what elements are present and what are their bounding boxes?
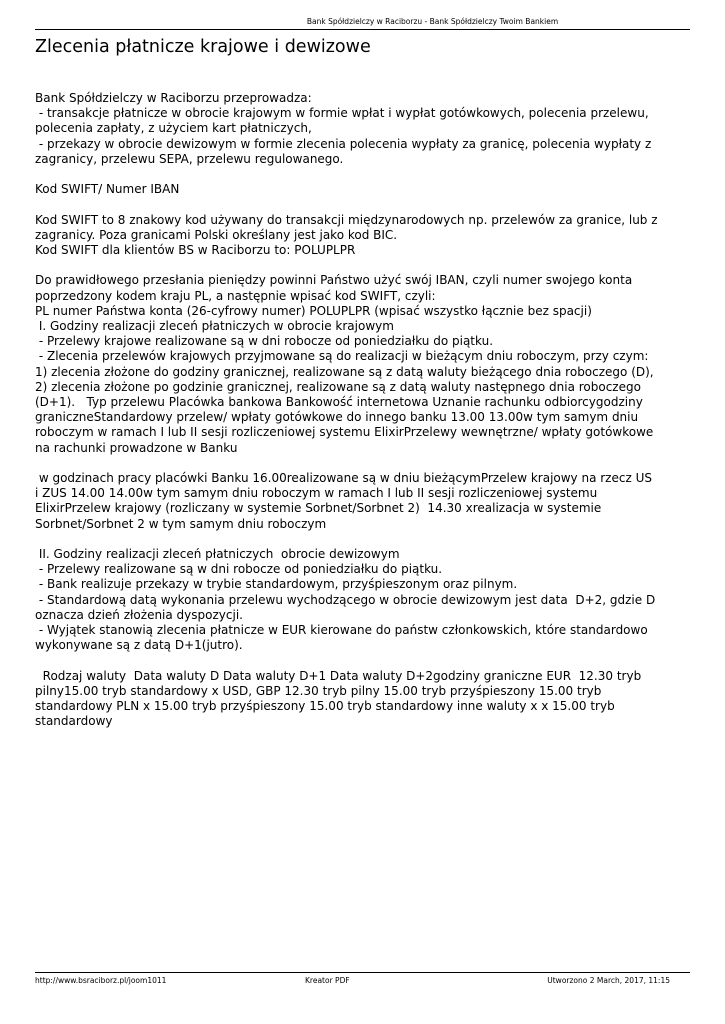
body-line: Rodzaj waluty Data waluty D Data waluty D+1 Data waluty D+2godziny graniczne EUR 12.30 tryb: [35, 668, 642, 683]
body-line: w godzinach pracy placówki Banku 16.00realizowane są w dniu bieżącymPrzelew krajowy na rzecz US: [35, 471, 652, 486]
footer-created-date: Utworzono 2 March, 2017, 11:15: [547, 976, 670, 985]
document-title: Zlecenia płatnicze krajowe i dewizowe: [35, 37, 371, 57]
body-line: - Przelewy realizowane są w dni robocze od poniedziałku do piątku.: [35, 562, 443, 577]
header-divider: [35, 29, 690, 30]
body-line: I. Godziny realizacji zleceń płatniczych w obrocie krajowym: [35, 319, 394, 333]
body-line: II. Godziny realizacji zleceń płatniczych obrocie dewizowym: [35, 547, 400, 562]
body-line: na rachunki prowadzone w Banku: [35, 440, 238, 455]
body-line: PL numer Państwa konta (26-cyfrowy numer) POLUPLPR (wpisać wszystko łącznie bez spacji): [35, 303, 592, 318]
body-line: Kod SWIFT to 8 znakowy kod używany do transakcji międzynarodowych np. przelewów za granice, lub z: [35, 212, 658, 227]
body-line: 2) zlecenia złożone po godzinie granicznej, realizowane są z datą waluty następnego dnia roboczego: [35, 379, 641, 394]
body-line: oznacza dzień złożenia dyspozycji.: [35, 607, 243, 622]
body-line: - Standardową datą wykonania przelewu wychodzącego w obrocie dewizowym jest data D+2, gdzie D: [35, 592, 656, 607]
body-line: polecenia zapłaty, z użyciem kart płatniczych,: [35, 121, 312, 136]
body-line: 1) zlecenia złożone do godziny granicznej, realizowane są z datą waluty bieżącego dnia roboczego (D),: [35, 364, 654, 379]
body-line: (D+1). Typ przelewu Placówka bankowa Bankowość internetowa Uznanie rachunku odbiorcygodziny: [35, 395, 643, 410]
footer-generator: Kreator PDF: [305, 976, 350, 985]
body-line: Kod SWIFT/ Numer IBAN: [35, 182, 180, 197]
body-line: - Zlecenia przelewów krajowych przyjmowane są do realizacji w bieżącym dniu roboczym, przy czym:: [35, 349, 649, 364]
body-line: Bank Spółdzielczy w Raciborzu przeprowadza:: [35, 91, 312, 105]
footer-divider: [35, 972, 690, 973]
body-line: graniczneStandardowy przelew/ wpłaty gotówkowe do innego banku 13.00 13.00w tym samym dniu: [35, 410, 639, 425]
body-line: standardowy: [35, 714, 113, 729]
body-line: Kod SWIFT dla klientów BS w Raciborzu to: POLUPLPR: [35, 243, 356, 257]
blank-line: [35, 258, 695, 273]
body-line: pilny15.00 tryb standardowy x USD, GBP 12.30 tryb pilny 15.00 tryb przyśpieszony 15.00 tryb: [35, 683, 602, 698]
blank-line: [35, 456, 695, 471]
footer-url: http://www.bsraciborz.pl/joom1011: [35, 976, 167, 985]
body-line: zagranicy. Poza granicami Polski określany jest jako kod BIC.: [35, 227, 398, 242]
body-line: roboczym w ramach I lub II sesji rozliczeniowej systemu ElixirPrzelewy wewnętrzne/ wpłaty gotówkowe: [35, 425, 654, 440]
body-line: poprzedzony kodem kraju PL, a następnie wpisać kod SWIFT, czyli:: [35, 288, 436, 303]
body-line: ElixirPrzelew krajowy (rozliczany w systemie Sorbnet/Sorbnet 2) 14.30 xrealizacja w systemie: [35, 501, 602, 516]
blank-line: [35, 167, 695, 182]
body-line: i ZUS 14.00 14.00w tym samym dniu roboczym w ramach I lub II sesji rozliczeniowej systemu: [35, 486, 598, 501]
body-line: wykonywane są z datą D+1(jutro).: [35, 638, 243, 653]
body-line: - przekazy w obrocie dewizowym w formie zlecenia polecenia wypłaty za granicę, polecenia wypłaty z: [35, 136, 652, 151]
body-line: - Bank realizuje przekazy w trybie standardowym, przyśpieszonym oraz pilnym.: [35, 577, 518, 592]
blank-line: [35, 532, 695, 547]
blank-line: [35, 197, 695, 212]
body-line: Do prawidłowego przesłania pieniędzy powinni Państwo użyć swój IBAN, czyli numer swojego konta: [35, 273, 633, 288]
body-line: - Przelewy krajowe realizowane są w dni robocze od poniedziałku do piątku.: [35, 334, 494, 349]
body-line: - Wyjątek stanowią zlecenia płatnicze w EUR kierowane do państw członkowskich, które standardowo: [35, 623, 648, 638]
body-line: Sorbnet/Sorbnet 2 w tym samym dniu roboczym: [35, 516, 327, 531]
body-line: zagranicy, przelewu SEPA, przelewu regulowanego.: [35, 151, 344, 166]
page-header: Bank Spółdzielczy w Raciborzu - Bank Spółdzielczy Twoim Bankiem: [306, 17, 559, 26]
blank-line: [35, 653, 695, 668]
body-line: - transakcje płatnicze w obrocie krajowym w formie wpłat i wypłat gotówkowych, polecenia przelewu,: [35, 106, 649, 121]
body-line: standardowy PLN x 15.00 tryb przyśpieszony 15.00 tryb standardowy inne waluty x x 15.00 tryb: [35, 699, 615, 714]
document-body: [35, 91, 695, 729]
